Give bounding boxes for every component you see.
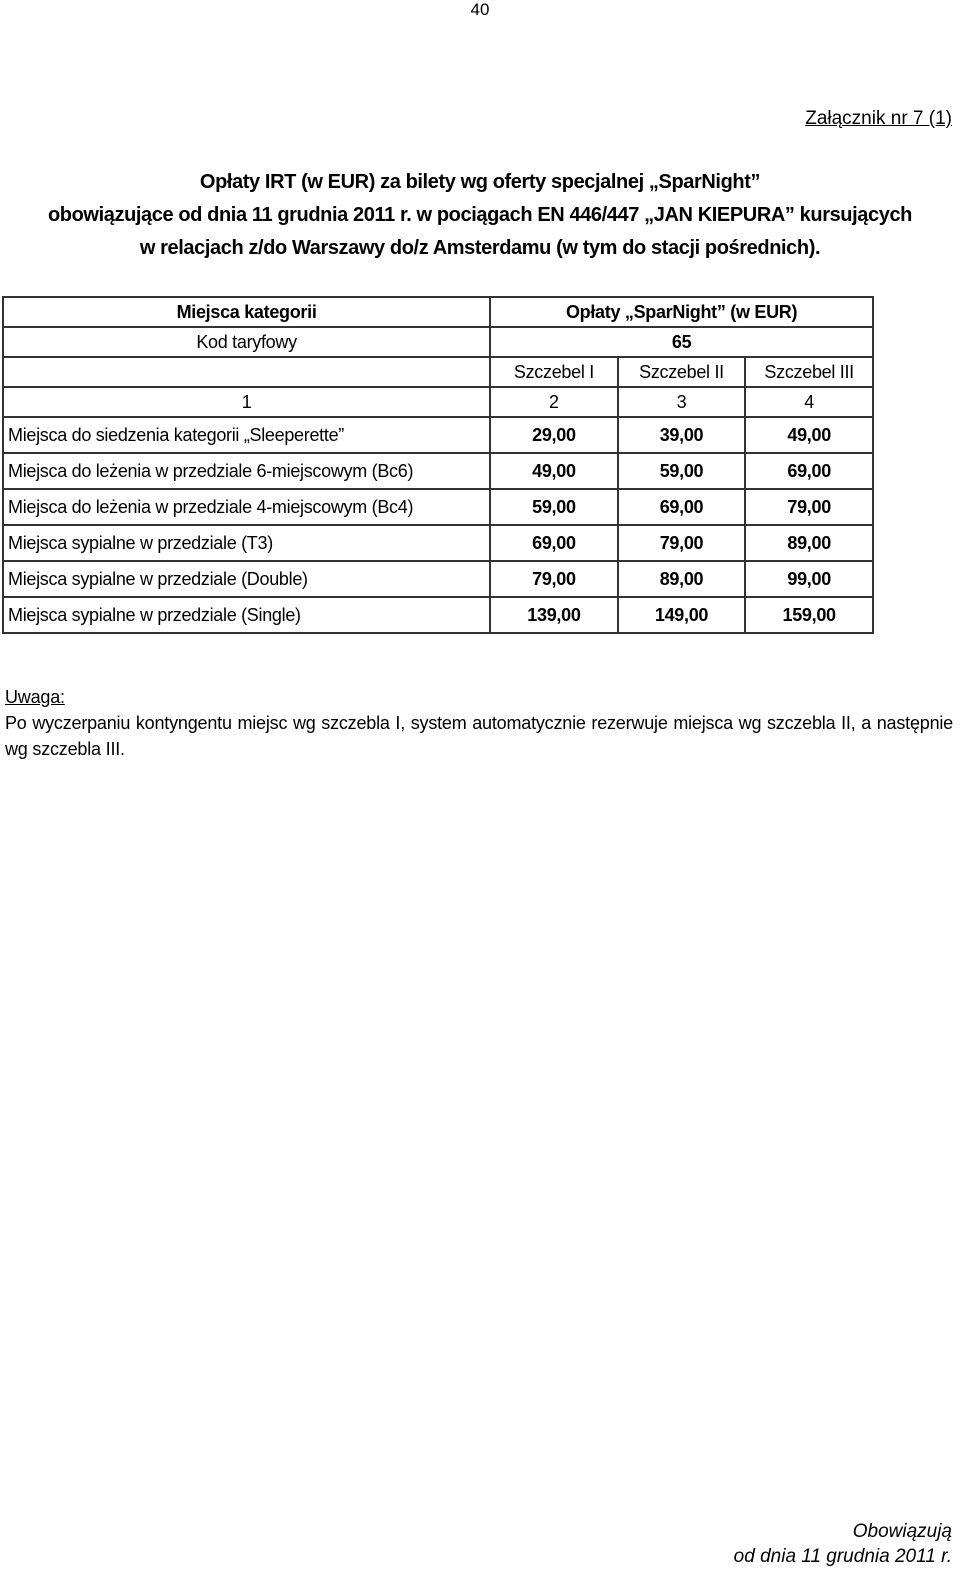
col-number-3: 3 (618, 387, 746, 417)
title-line-2: obowiązujące od dnia 11 grudnia 2011 r. w pociągach EN 446/447 „JAN KIEPURA” kursujących (47, 204, 912, 226)
row-value-level-1: 59,00 (490, 489, 618, 525)
fees-table (2, 296, 874, 634)
footer-line-1: Obowiązują (852, 1521, 952, 1542)
table-row (3, 417, 873, 453)
table-row (3, 489, 873, 525)
validity-footer (734, 1519, 952, 1569)
row-value-level-1: 79,00 (490, 561, 618, 597)
document-title (0, 166, 960, 265)
table-row (3, 453, 873, 489)
levels-row (3, 357, 873, 387)
title-line-3: w relacjach z/do Warszawy do/z Amsterdamu (w tym do stacji pośrednich). (139, 237, 821, 259)
page-number: 40 (470, 0, 490, 19)
row-category: Miejsca sypialne w przedziale (T3) (3, 525, 490, 561)
note-section (5, 684, 953, 762)
row-value-level-2: 59,00 (618, 453, 746, 489)
row-value-level-1: 69,00 (490, 525, 618, 561)
col-numbers-row (3, 387, 873, 417)
header-row (3, 297, 873, 327)
level-3: Szczebel III (745, 357, 873, 387)
row-value-level-3: 159,00 (745, 597, 873, 633)
tariff-label: Kod taryfowy (3, 327, 490, 357)
row-value-level-3: 49,00 (745, 417, 873, 453)
row-value-level-2: 39,00 (618, 417, 746, 453)
row-value-level-2: 149,00 (618, 597, 746, 633)
header-category: Miejsca kategorii (3, 297, 490, 327)
annex-label: Załącznik nr 7 (1) (805, 108, 952, 129)
row-category: Miejsca do siedzenia kategorii „Sleeperette” (3, 417, 490, 453)
row-value-level-1: 29,00 (490, 417, 618, 453)
row-category: Miejsca sypialne w przedziale (Double) (3, 561, 490, 597)
level-1: Szczebel I (490, 357, 618, 387)
row-category: Miejsca do leżenia w przedziale 4-miejscowym (Bc4) (3, 489, 490, 525)
table-row (3, 525, 873, 561)
footer-line-2: od dnia 11 grudnia 2011 r. (733, 1546, 952, 1567)
row-value-level-3: 99,00 (745, 561, 873, 597)
row-value-level-2: 79,00 (618, 525, 746, 561)
row-value-level-1: 139,00 (490, 597, 618, 633)
levels-empty-cell (3, 357, 490, 387)
tariff-code: 65 (490, 327, 873, 357)
col-number-1: 1 (3, 387, 490, 417)
title-line-1: Opłaty IRT (w EUR) za bilety wg oferty specjalnej „SparNight” (199, 171, 761, 193)
table-row (3, 561, 873, 597)
tariff-row (3, 327, 873, 357)
note-title: Uwaga: (5, 687, 65, 707)
table-row (3, 597, 873, 633)
col-number-4: 4 (745, 387, 873, 417)
note-text: Po wyczerpaniu kontyngentu miejsc wg szczebla I, system automatycznie rezerwuje miejsca wg szczebla II, a następnie wg szczebla III. (5, 713, 953, 759)
row-value-level-3: 79,00 (745, 489, 873, 525)
row-value-level-3: 69,00 (745, 453, 873, 489)
header-fees: Opłaty „SparNight” (w EUR) (490, 297, 873, 327)
row-category: Miejsca sypialne w przedziale (Single) (3, 597, 490, 633)
row-value-level-2: 69,00 (618, 489, 746, 525)
row-value-level-3: 89,00 (745, 525, 873, 561)
level-2: Szczebel II (618, 357, 746, 387)
row-value-level-1: 49,00 (490, 453, 618, 489)
col-number-2: 2 (490, 387, 618, 417)
row-category: Miejsca do leżenia w przedziale 6-miejscowym (Bc6) (3, 453, 490, 489)
row-value-level-2: 89,00 (618, 561, 746, 597)
